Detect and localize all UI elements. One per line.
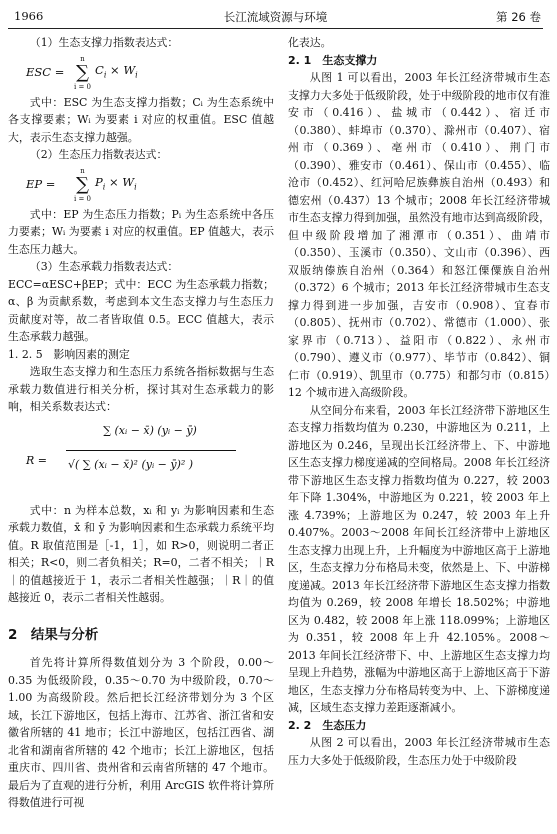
section-2-body: 首先将计算所得数值划分为 3 个阶段，0.00～0.35 为低级阶段，0.35～0.70 为中级阶段，0.70～1.00 为高级阶段。然后把长江经济带划分为 3 个区域，长江下游地区，包括上海市、江苏省、浙江省和安徽省所辖的 41 地市；长江中游地区，包括江西省、湖北省和湖南省所辖的 42 个地市；长江上游地区，包括重庆市、四川省、贵州省和云南省所辖的 47 个地市。最后为了直观的进行分析，利用 ArcGIS 软件将计算所得数值进行可视: [8, 656, 274, 809]
section-2-title: 2 结果与分析: [8, 626, 99, 643]
ecc-heading: （3）生态承载力指数表达式：: [29, 260, 179, 273]
volume-label: 第 26 卷: [496, 10, 541, 24]
left-column: [8, 34, 274, 812]
ep-equation: EP = n ∑ i = 0 $P_i \times W_i$: [26, 166, 137, 203]
subsection-1-2-5: 1. 2. 5 影响因素的测定: [8, 347, 130, 361]
pressure-paragraph: 从图 2 可以看出，2003 年长江经济带城市生态压力大多处于低级阶段，生态压力处于中级阶段: [288, 736, 550, 767]
support-spatial-paragraph: 从空间分布来看，2003 年长江经济带下游地区生态支撑力指数均值为 0.230，中游地区为 0.211，上游地区为 0.246，呈现出长江经济带上、下、中游地区生态支撑力梯度递减的空间格局。2008 年长江经济带下游地区生态支撑力指数均值为 0.227，较 2003 年下降 1.304%，中游地区为 0.221，较 2003 年上涨 4.739%；上游地区为 0.247，较 2003 年上升 0.407%。2003～2008 年间长江经济带中上游地区生态支撑力出现上升，上升幅度为中游地区高于上游地区，生态支撑力分布格局未变，依然是上、下、中游梯度递减。2013 年长江经济带下游地区生态支撑力指数均值为 0.269，较 2008 年增长 18.502%；中游地区为 0.482，较 2008 年上涨 118.099%；上游地区为 0.351，较 2008 年上升 42.105%。2008～2013 年间长江经济带下、中、上游地区生态支撑力均呈现上升趋势，涨幅为中游地区高于上游地区高于下游地区，生态支撑力分布格局转变为中、上、下游梯度递减，区域生态支撑力差距逐渐减小。: [288, 403, 550, 714]
correlation-explanation: 式中：n 为样本总数，xᵢ 和 yᵢ 为影响因素和生态承载力数值，x̄ 和 ȳ 为影响因素和生态承载力系统平均值。R 取值范围是［-1，1］，如 R>0，则说明二者正相关；R<0，则二者负相关；R=0，二者不相关；｜R｜的值越接近于 1，表示二者相关性越强；｜R｜的值越接近 0，表示二者相关性越弱。: [8, 503, 274, 604]
journal-title: 长江流域资源与环境: [223, 10, 328, 24]
right-column: [288, 34, 550, 769]
sum-symbol: n ∑ i = 0: [74, 166, 92, 203]
esc-explanation: 式中：ESC 为生态支撑力指数；Cᵢ 为生态系统中各支撑要素；Wᵢ 为要素 i 对应的权重值。ESC 值越大，表示生态支撑力越强。: [8, 95, 274, 144]
esc-heading: （1）生态支撑力指数表达式：: [29, 36, 179, 49]
esc-equation: ESC = n ∑ i = 0 $C_i \times W_i$: [26, 54, 138, 91]
ep-heading: （2）生态压力指数表达式：: [29, 148, 168, 161]
subsection-2-1: 2. 1 生态支撑力: [288, 53, 378, 67]
equation-denominator: √( ∑ (xᵢ − x̄)² (yᵢ − ȳ)² ): [68, 457, 194, 471]
subsection-2-2: 2. 2 生态压力: [288, 718, 367, 732]
fraction-bar: [66, 450, 236, 451]
support-temporal-paragraph: 从图 1 可以看出，2003 年长江经济带城市生态支撑力大多处于低级阶段，处于中级阶段的地市仅有淮安市（0.416）、盐城市（0.442）、宿迁市（0.380）、蚌埠市（0.370）、滁州市（0.407）、宿州市（0.369）、亳州市（0.410）、荆门市（0.390）、雅安市（0.461）、保山市（0.455）、临沧市（0.452）、红河哈尼族彝族自治州（0.493）和德宏州（0.437）13 个城市；2008 年长江经济带城市生态支撑力得到加强，虽然没有地市达到高级阶段，但中级阶段增加了湘潭市（0.351）、曲靖市（0.350）、玉溪市（0.350）、文山市（0.396）、西双版纳傣族自治州（0.364）和怒江傈僳族自治州（0.372）6 个城市；2013 年长江经济带城市生态支撑力得到进一步加强，吉安市（0.908）、宜春市（0.805）、抚州市（0.702）、常德市（1.000）、张家界市（0.713）、益阳市（0.822）、永州市（0.790）、遵义市（0.977）、毕节市（0.842）、铜仁市（0.919）、凯里市（0.775）和都匀市（0.815）12 个城市进入高级阶段。: [288, 71, 550, 399]
running-header: [8, 6, 543, 29]
sum-symbol: n ∑ i = 0: [74, 54, 92, 91]
correlation-equation: R = ∑ (xᵢ − x̄) (yᵢ − ȳ) √( ∑ (xᵢ − x̄)² (yᵢ − ȳ)² ): [8, 416, 274, 502]
correlation-intro: 选取生态支撑力和生态压力系统各指标数据与生态承载力数值进行相关分析，探讨其对生态承载力的影响，相关系数表达式：: [8, 365, 274, 413]
continued-text: 化表达。: [288, 36, 332, 49]
ep-explanation: 式中：EP 为生态压力指数；Pᵢ 为生态系统中各压力要素；Wᵢ 为要素 i 对应的权重值。EP 值越大，表示生态压力越大。: [8, 207, 274, 256]
equation-numerator: ∑ (xᵢ − x̄) (yᵢ − ȳ): [103, 423, 197, 437]
ecc-explanation: ECC=αESC+βEP；式中：ECC 为生态承载力指数；α、β 为贡献系数，考虑到本文生态支撑力与生态压力贡献度对等，故二者皆取值 0.5。ECC 值越大，表示生态承载力越强。: [8, 277, 274, 343]
page-number: 1966: [14, 9, 44, 23]
